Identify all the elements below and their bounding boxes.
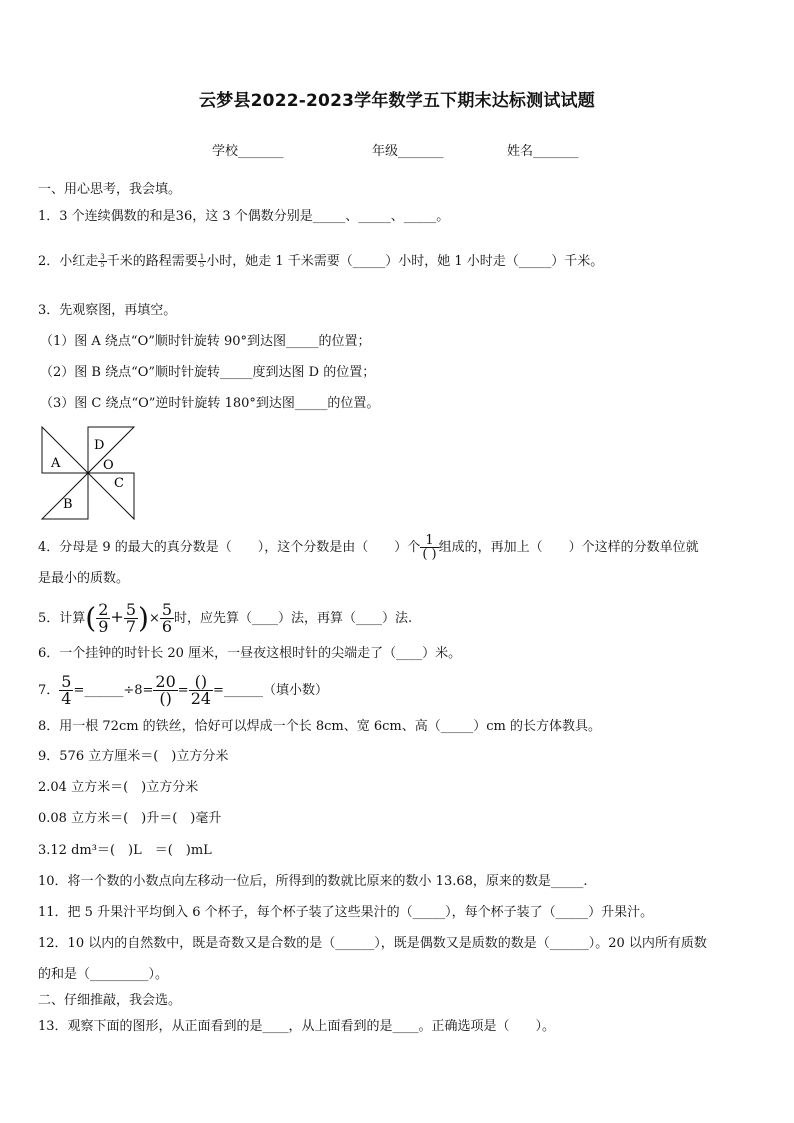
name-field: 姓名_______ <box>507 144 579 159</box>
question-3-part-3: （3）图 C 绕点“O”逆时针旋转 180°到达图_____的位置。 <box>40 396 380 411</box>
question-3-stem: 3．先观察图，再填空。 <box>38 303 177 318</box>
question-9-b: 2.04 立方米＝( )立方分米 <box>38 780 199 795</box>
question-2: 2．小红走 $\frac{3}{5}$ 千米的路程需要 $\frac{1}{5}$ 小时，她走 1 千米需要（_____）小时，她 1 小时走（_____）千米。 <box>38 253 604 269</box>
fraction-5-6: $\frac{5}{6}$ <box>161 600 173 636</box>
fraction-blank-24: $\frac{()}{24}$ <box>190 672 212 708</box>
fraction-unit: $\frac{1}{( )}$ <box>422 533 437 562</box>
section-2-heading: 二、仔细推敲，我会选。 <box>38 993 182 1008</box>
question-10: 10．将一个数的小数点向左移动一位后，所得到的数就比原来的数小 13.68，原来的数是_____. <box>38 874 588 889</box>
triangle-c <box>88 473 134 519</box>
triangle-b <box>42 473 88 519</box>
question-8: 8．用一根 72cm 的铁丝，恰好可以焊成一个长 8cm、宽 6cm、高（_____）cm 的长方体教具。 <box>38 719 601 734</box>
question-4: 4．分母是 9 的最大的真分数是（ ），这个分数是由（ ）个 $\frac{1}{( )}$ 组成的，再加上（ ）个这样的分数单位就 <box>38 533 699 562</box>
question-9-c: 0.08 立方米＝( )升＝( )毫升 <box>38 811 222 826</box>
question-5: 5．计算( $\frac{2}{9}$ + $\frac{5}{7}$ )× $\frac{5}{6}$ 时，应先算（____）法，再算（____）法. <box>38 600 413 636</box>
fraction-3-5: $\frac{3}{5}$ <box>100 253 105 269</box>
question-9-d: 3.12 dm³＝( )L ＝( )mL <box>38 843 212 858</box>
question-13: 13．观察下面的图形，从正面看到的是____，从上面看到的是____。正确选项是（ ）。 <box>38 1019 556 1034</box>
triangle-a <box>42 427 88 473</box>
question-7: 7． $\frac{5}{4}$ =______÷8= $\frac{20}{()}$ = $\frac{()}{24}$ =______（填小数） <box>38 672 328 708</box>
label-c: C <box>114 476 124 491</box>
question-12: 12．10 以内的自然数中，既是奇数又是合数的是（______），既是偶数又是质数的数是（______）。20 以内所有质数 <box>38 936 707 951</box>
label-o: O <box>103 458 114 473</box>
label-a: A <box>51 456 61 471</box>
question-1: 1．3 个连续偶数的和是36，这 3 个偶数分别是_____、_____、_____。 <box>38 209 450 224</box>
label-b: B <box>63 497 73 512</box>
label-d: D <box>94 438 105 453</box>
rotation-figure <box>40 425 136 521</box>
question-4-cont: 是最小的质数。 <box>38 571 130 586</box>
question-11: 11．把 5 升果汁平均倒入 6 个杯子，每个杯子装了这些果汁的（_____），每个杯子装了（_____）升果汁。 <box>38 905 654 920</box>
school-field: 学校_______ <box>212 144 284 159</box>
question-12-cont: 的和是（_________）。 <box>38 967 169 982</box>
fraction-1-5: $\frac{1}{5}$ <box>199 253 205 269</box>
fraction-5-4: $\frac{5}{4}$ <box>61 672 72 708</box>
question-3-part-2: （2）图 B 绕点“O”顺时针旋转_____度到达图 D 的位置； <box>40 365 376 380</box>
question-9: 9．576 立方厘米＝( )立方分米 <box>38 749 229 764</box>
grade-field: 年级_______ <box>372 144 444 159</box>
fraction-20-blank: $\frac{20}{()}$ <box>155 672 176 708</box>
question-6: 6．一个挂钟的时针长 20 厘米，一昼夜这根时针的尖端走了（____）米。 <box>38 646 462 661</box>
fraction-2-9: $\frac{2}{9}$ <box>98 600 109 636</box>
fraction-5-7: $\frac{5}{7}$ <box>125 600 136 636</box>
section-1-heading: 一、用心思考，我会填。 <box>38 182 182 197</box>
exam-title: 云梦县2022-2023学年数学五下期末达标测试试题 <box>199 91 595 111</box>
question-3-part-1: （1）图 A 绕点“O”顺时针旋转 90°到达图_____的位置； <box>40 334 371 349</box>
